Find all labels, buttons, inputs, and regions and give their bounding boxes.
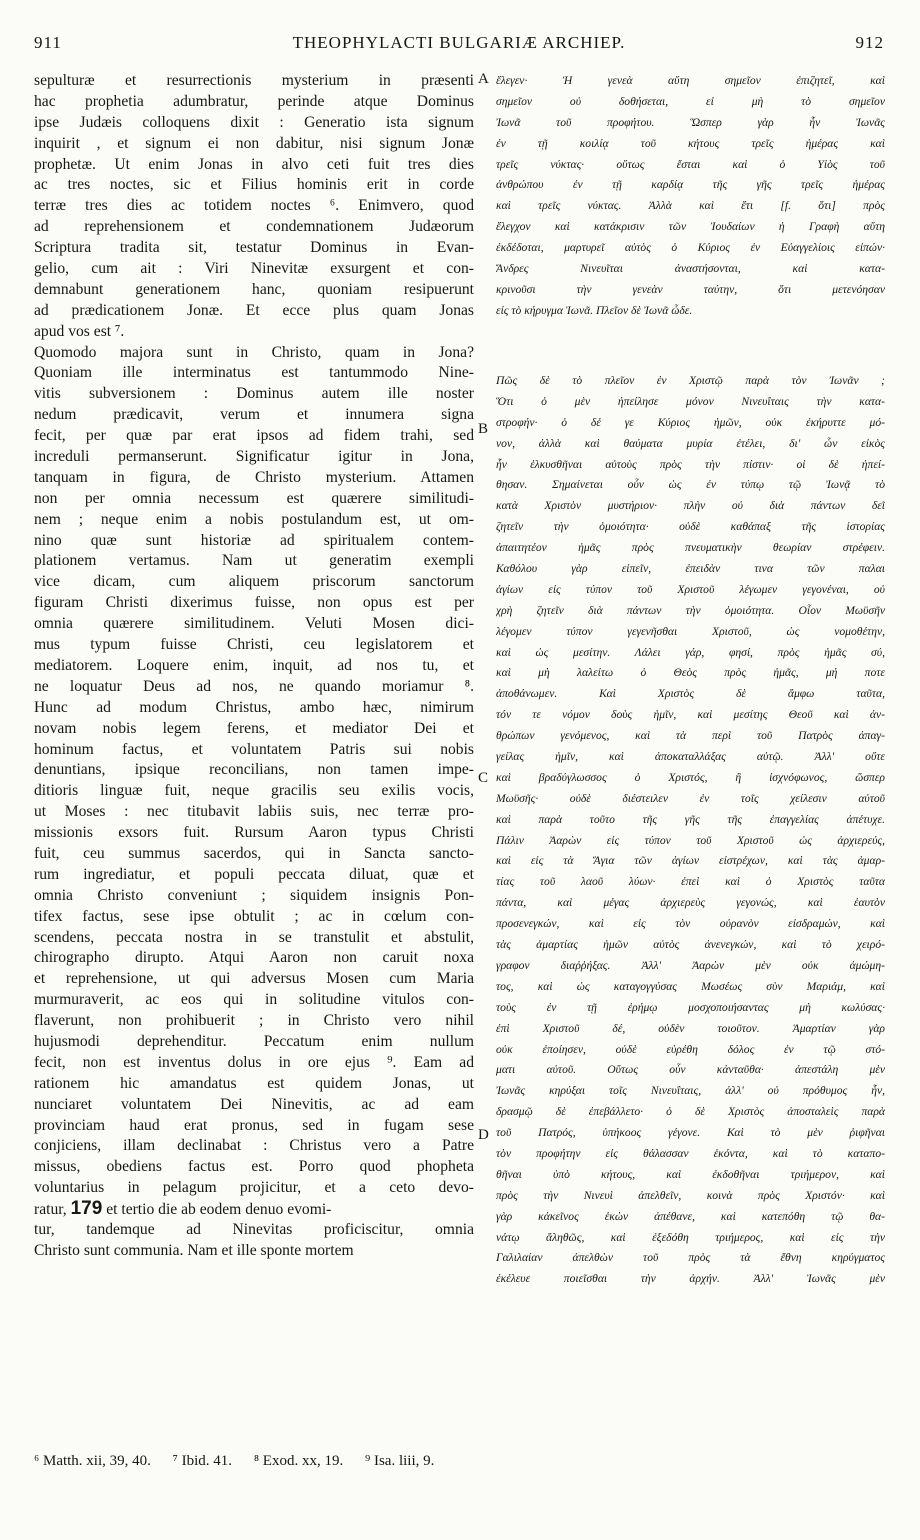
greek-text-line: ἀπαιτητέον ἡμᾶς πρὸς πνευματικὴν θεωρίαν στρέφειν.	[496, 541, 885, 555]
latin-text-line: prophetæ. Ut enim Jonas in alvo ceti fuit tres dies	[34, 155, 474, 173]
greek-text-line: καὶ μὴ λαλείτω ὁ Θεὸς πρὸς ἡμᾶς, μή ποτε	[496, 666, 885, 680]
greek-text-line: λέγομεν τύπον γεγενῆσθαι Χριστοῦ, ὡς νομοθέτην,	[496, 624, 885, 638]
latin-text-line: omnia Christo conveniunt ; siquidem insignis Pon-	[34, 886, 474, 904]
greek-text-line: γείλας ἡμῖν, καὶ ἀποκαταλλάξας αὐτῷ. Ἀλλ' οὔτε	[496, 750, 885, 764]
footnote-6: ⁶ Matth. xii, 39, 40.	[34, 1453, 151, 1469]
greek-text-line: ἐκέλευε ποιεῖσθαι τὴν ἀρχήν. Ἀλλ' Ἰωνᾶς μὲν	[496, 1272, 885, 1286]
greek-text-line: κατὰ Χριστὸν μυστήριον· πλὴν οὐ διὰ πάντων δεῖ	[496, 499, 885, 513]
greek-text-line: ἁγίων εἰς τύπον τοῦ Χριστοῦ λέγωμεν γεγονέναι, οὐ	[496, 582, 885, 596]
greek-text-line: Ἄνδρες Νινευῖται ἀναστήσονται, καὶ κατα-	[496, 262, 885, 276]
greek-text-line: στροφήν· ὁ δέ γε Κύριος ἡμῶν, οὐκ ἐκήρυττε μό-	[496, 415, 885, 429]
latin-text-line: inquirit , et signum ei non dabitur, nisi signum Jonæ	[34, 134, 474, 152]
greek-text-line: Μωϋσῆς· οὐδὲ διέστειλεν ἐν τοῖς χείλεσιν αὐτοῦ	[496, 791, 885, 805]
footnote-8: ⁸ Exod. xx, 19.	[253, 1453, 344, 1469]
latin-text-line: rationem hic amandatus est quidem Jonas, ut	[34, 1074, 474, 1092]
footnote-9: ⁹ Isa. liii, 9.	[364, 1453, 435, 1469]
greek-text-line: κρινοῦσι τὴν γενεὰν ταύτην, ὅτι μετενόησαν	[496, 282, 885, 296]
margin-letter-b: B	[478, 421, 489, 437]
latin-text-line: plationem vertamus. Nam ut generatim exempli	[34, 552, 474, 570]
latin-text-line: missus, obediens factus est. Porro quod phopheta	[34, 1158, 474, 1176]
latin-text-fragment: et tertio die ab eodem denuo evomi-	[102, 1201, 332, 1219]
greek-text-line: ζητεῖν τὴν ὁμοιότητα· οὐδὲ καθάπαξ τῆς ἱστορίας	[496, 520, 885, 534]
greek-text-line: δρασμῷ δὲ ἐπεβάλλετο· ὁ δὲ Χριστὸς ἀποσταλεὶς παρὰ	[496, 1105, 885, 1119]
greek-text-line: καὶ ὡς μεσίτην. Λάλει γάρ, φησί, πρὸς ἡμᾶς σύ,	[496, 645, 885, 659]
greek-text-line: τίας τοῦ λαοῦ λύων· ἐπεὶ καὶ ὁ Χριστὸς ταῦτα	[496, 875, 885, 889]
latin-text-line: non per omnia necessum est quærere similitudi-	[34, 489, 474, 507]
greek-text-line: Πάλιν Ἀαρὼν εἰς τύπον τοῦ Χριστοῦ ὡς ἀρχιερεύς,	[496, 833, 885, 847]
greek-text-line: οὐκ ἐποίησεν, οὐδὲ εὑρέθη δόλος ἐν τῷ στό-	[496, 1042, 885, 1056]
margin-letter-d: D	[478, 1127, 489, 1143]
latin-text-line: demnabunt generationem hanc, quoniam resipuerunt	[34, 280, 474, 298]
latin-text-line: tifex factus, sese ipse obtulit ; ac in cœlum con-	[34, 907, 474, 925]
latin-text-line: fuit, ceu summus sacerdos, qui in Sancta sancto-	[34, 844, 474, 862]
greek-text-line: θῆναι ὑπὸ κήτους, καὶ ἐκδοθῆναι τριήμερον, καὶ	[496, 1167, 885, 1181]
latin-text-line: fecit, per quæ par erat ipsos ad fidem trahi, sed	[34, 427, 474, 445]
latin-text-line: denuntians, ipsique reconcilians, non tamen impe-	[34, 761, 474, 779]
greek-text-line: θησαν. Σημαίνεται οὖν ὡς ἐν τύπῳ τῷ Ἰωνᾷ τὸ	[496, 478, 885, 492]
greek-text-line: ἔλεγχον καὶ κατάκρισιν τῶν Ἰουδαίων ἡ Γραφὴ αὕτη	[496, 220, 885, 234]
greek-text-line: νον, ἀλλὰ καὶ θαύματα μυρία ἐτέλει, δι' ὧν εἰκὸς	[496, 436, 885, 450]
greek-text-line: Γαλιλαίαν ἀπελθὼν τοῦ πρὸς τὰ ἔθνη κηρύγματος	[496, 1251, 885, 1265]
latin-text-line: Quoniam ille interminatus est tantummodo Nine-	[34, 364, 474, 382]
footnotes	[34, 1453, 452, 1470]
greek-column-block-2	[496, 371, 885, 1290]
margin-letter-c: C	[478, 770, 489, 786]
latin-text-line: ad reprehensionem et condemnationem Judæorum	[34, 218, 474, 236]
latin-text-line: chirographo dirupto. Atqui Aaron non caruit noxa	[34, 949, 474, 967]
greek-text-line: καὶ εἰς τὰ Ἅγια τῶν ἁγίων εἰστρέχων, καὶ τὰς ἁμαρ-	[496, 854, 885, 868]
greek-text-line: θρώπων γενόμενος, καὶ τὰ περὶ τοῦ Πατρὸς ἀπαγ-	[496, 729, 885, 743]
greek-text-line: χρὴ ζητεῖν διὰ πάντων τὴν ὁμοιότητα. Οἷον Μωϋσῆν	[496, 603, 885, 617]
greek-text-line: καὶ παρὰ τοῦτο τῆς γῆς τῆς ἐπαγγελίας ἀπέτυχε.	[496, 812, 885, 826]
footnote-7: ⁷ Ibid. 41.	[172, 1453, 233, 1469]
greek-text-line: τὸν προφήτην εἰς θάλασσαν ἑκόντα, καὶ τὸ καταπο-	[496, 1146, 885, 1160]
greek-text-line: ματι αὐτοῦ. Οὕτως οὖν κἀνταῦθα· ἀπεστάλη μὲν	[496, 1063, 885, 1077]
latin-text-line: terræ tres dies ac totidem noctes ⁶. Enimvero, quod	[34, 197, 474, 215]
greek-text-line: πρὸς τὴν Νινευὶ ἀπελθεῖν, κοινὰ πρὸς Χριστόν· καὶ	[496, 1188, 885, 1202]
latin-text-line	[34, 1199, 474, 1220]
greek-text-line: ἐπὶ Χριστοῦ δέ, οὐδὲν τοιοῦτον. Ἁμαρτίαν γὰρ	[496, 1021, 885, 1035]
latin-text-line: Scriptura tradita sit, testatur Dominus in Evan-	[34, 239, 474, 257]
greek-text-line: τοῦ Πατρός, ὑπήκοος γέγονε. Καὶ τὸ μὲν ῥιφῆναι	[496, 1126, 885, 1140]
greek-text-line: ἦν ἑλκυσθῆναι αὐτοὺς πρὸς τὴν πίστιν· οἱ δὲ ἠπεί-	[496, 457, 885, 471]
latin-text-line: Quomodo majora sunt in Christo, quam in Jona?	[34, 343, 474, 361]
greek-text-line: Πῶς δὲ τὸ πλεῖον ἐν Χριστῷ παρὰ τὸν Ἰωνᾶν ;	[496, 374, 885, 387]
latin-text-line: hujusmodi deprehenditur. Peccatum enim nullum	[34, 1032, 474, 1050]
latin-column	[34, 71, 474, 1262]
latin-text-line: tur, tandemque ad Ninevitas proficiscitur, omnia	[34, 1220, 474, 1238]
greek-text-line: γὰρ κἀκεῖνος ἑκὼν ἀπέθανε, καὶ κατεπόθη τῷ θα-	[496, 1209, 885, 1223]
latin-text-line: tanquam in figura, de Christo mysterium. Attamen	[34, 468, 474, 486]
latin-text-line: missionis exsors fuit. Rursum Aaron typus Christi	[34, 824, 474, 842]
greek-text-line: καὶ βραδύγλωσσος ὁ Χριστός, ἢ ἰσχνόφωνος, ὥσπερ	[496, 770, 885, 784]
latin-text-line: fecit, non est inventus dolus in ore ejus ⁹. Eam ad	[34, 1053, 474, 1071]
greek-text-line: ἐν τῇ κοιλίᾳ τοῦ κήτους τρεῖς ἡμέρας καὶ	[496, 136, 885, 150]
latin-text-line: mus typum fuisse Christi, ceu legislatorem et	[34, 636, 474, 654]
latin-text-line: ut Moses : nec titubavit labiis suis, nec terræ pro-	[34, 803, 474, 821]
greek-text-line: σημεῖον οὐ δοθήσεται, εἰ μὴ τὸ σημεῖον	[496, 94, 885, 108]
greek-text-line: Καθόλου γὰρ εἰπεῖν, ἐπειδὰν τινα τῶν παλαι	[496, 562, 885, 576]
latin-text-line: rum ingrediatur, et populi peccata diluat, quæ et	[34, 865, 474, 883]
latin-text-line: nunciaret voluntatem Dei Ninevitis, ac ad eam	[34, 1095, 474, 1113]
latin-text-line: novam nobis legem ferens, et mediator Dei et	[34, 719, 474, 737]
latin-text-line: nem ; neque enim a nobis postulandum est, ut om-	[34, 510, 474, 528]
latin-text-line: hominum factus, et voluntatem Patris sui nobis	[34, 740, 474, 758]
margin-letter-a: A	[478, 71, 489, 87]
greek-text-line: ἀποθάνωμεν. Καὶ Χριστὸς δὲ ἄμφω ταῦτα,	[496, 687, 885, 701]
latin-text-line: vitis subversionem : Dominus autem ille noster	[34, 385, 474, 403]
greek-text-line: τοὺς ἐν τῇ ἐρήμῳ μοσχοποιήσαντας μὴ κωλύσας·	[496, 1000, 885, 1014]
latin-text-line: figuram Christi dixerimus fuisse, non opus est per	[34, 594, 474, 612]
greek-text-line: Ἰωνᾶς κηρύξαι τοῖς Νινευΐταις, ἀλλ' οὐ πρόθυμος ἦν,	[496, 1084, 885, 1098]
latin-text-line: ad prædicationem Jonæ. Et ecce plus quam Jonas	[34, 301, 474, 319]
latin-text-line: Christo sunt communia. Nam et ille sponte mortem	[34, 1241, 354, 1259]
running-title: THEOPHYLACTI BULGARIÆ ARCHIEP.	[292, 33, 626, 52]
greek-text-line: τὰς ἁμαρτίας ἡμῶν αὐτὸς ἀνενεγκών, καὶ τὸ χειρό-	[496, 938, 885, 952]
latin-text-line: Hunc ad modum Christus, ambo hæc, nimirum	[34, 698, 474, 716]
greek-text-line: ἀνθρώπου ἐν τῇ καρδίᾳ τῆς γῆς τρεῖς ἡμέρας	[496, 178, 885, 192]
greek-text-line: νάτῳ ἄληθῶς, καὶ ἐξεδόθη τριήμερος, καὶ εἰς τὴν	[496, 1230, 885, 1244]
latin-text-line: ac tres noctes, sic et Filius hominis erit in corde	[34, 176, 474, 194]
latin-text-line: sepulturæ et resurrectionis mysterium in præsenti	[34, 72, 474, 89]
latin-text-line: voluntarius in pelagum projicitur, et a ceto devo-	[34, 1179, 474, 1197]
right-page-number: 912	[855, 33, 884, 52]
left-page-number: 911	[34, 33, 62, 52]
greek-text-line: πάντα, καὶ μέγας ἀρχιερεὺς γεγονώς, καὶ ἑαυτὸν	[496, 896, 885, 910]
latin-text-line: nedum prædicavit, verum et innumera signa	[34, 406, 474, 424]
latin-text-line: ne loquatur Deus ad nos, ne quando moriamur ⁸.	[34, 677, 474, 695]
latin-text-line: nino quæ sunt historiæ ad spiritualem contem-	[34, 531, 474, 549]
latin-text-line: omnia quærere similitudinem. Veluti Mosen dici-	[34, 615, 474, 633]
latin-text-line: murmuraverit, ac eos qui in solitudine vitulos con-	[34, 991, 474, 1009]
greek-text-line: τρεῖς νύκτας· οὕτως ἔσται καὶ ὁ Υἱὸς τοῦ	[496, 157, 885, 171]
greek-text-line: Ὅτι ὁ μὲν ἠπείλησε μόνον Νινευΐταις τὴν κατα-	[496, 394, 885, 408]
greek-text-line: προσενεγκών, καὶ εἰς τὸν οὐρανὸν εἰσδραμών, καὶ	[496, 917, 885, 931]
greek-text-line: εἰς τὸ κήρυγμα Ἰωνᾶ. Πλεῖον δὲ Ἰωνᾶ ὧδε.	[496, 303, 693, 317]
page-header	[34, 33, 884, 61]
greek-text-line: τος, καὶ ὡς καταγογγύσας Μωσέως σὺν Μαριάμ, καὶ	[496, 979, 885, 993]
greek-text-line: καὶ τρεῖς νύκτας. Ἀλλὰ καὶ ἔτι [f. ὅτι] πρὸς	[496, 199, 885, 213]
column-page-number: 179	[70, 1199, 103, 1220]
greek-text-line: ἐκδέδοται, μαρτυρεῖ αὐτὸς ὁ Κύριος ἐν Εὐαγγελίοις εἰπών·	[496, 241, 885, 255]
latin-text-line: gelio, cum ait : Viri Ninevitæ exsurgent et con-	[34, 260, 474, 278]
latin-text-line: provinciam haud erat pronus, sed in fugam sese	[34, 1116, 474, 1134]
latin-text-line: et reprehensione, ut qui adversus Mosen cum Maria	[34, 970, 474, 988]
latin-text-line: ditioris linguæ fuit, neque gracilis seu exilis vocis,	[34, 782, 474, 800]
latin-text-line: vice dicam, cum aliquem priscorum sanctorum	[34, 573, 474, 591]
latin-text-line: hac prophetia adumbratur, perinde atque Dominus	[34, 92, 474, 110]
latin-text-line: apud vos est ⁷.	[34, 322, 125, 340]
latin-text-line: flaverunt, non prohibuerit ; in Christo vero nihil	[34, 1012, 474, 1030]
latin-text-line: increduli permanserunt. Significatur igitur in Jona,	[34, 448, 474, 466]
greek-text-line: γραφον διαῤῥήξας. Ἀλλ' Ἀαρὼν μὲν οὐκ ἀμώμη-	[496, 958, 885, 972]
latin-text-line: ipse Judæis colloquens dixit : Generatio ista signum	[34, 113, 474, 131]
latin-text-line: mediatorem. Loquere enim, inquit, ad nos tu, et	[34, 656, 474, 674]
greek-text-line: ἔλεγεν· Ἡ γενεὰ αὕτη σημεῖον ἐπιζητεῖ, καὶ	[496, 74, 885, 87]
latin-text-line: conjiciens, illam declinabat : Christus vero a Patre	[34, 1137, 474, 1155]
latin-text-line: scendens, peccata nostra in se transtulit et abstulit,	[34, 928, 474, 946]
latin-text-fragment: ratur,	[34, 1201, 71, 1219]
greek-text-line: Ἰωνᾶ τοῦ προφήτου. Ὥσπερ γὰρ ἦν Ἰωνᾶς	[496, 115, 885, 129]
greek-text-line: τόν τε νόμον δοὺς ἡμῖν, καὶ μεσίτης Θεοῦ καὶ ἀν-	[496, 708, 885, 722]
greek-column-block-1	[496, 71, 885, 322]
